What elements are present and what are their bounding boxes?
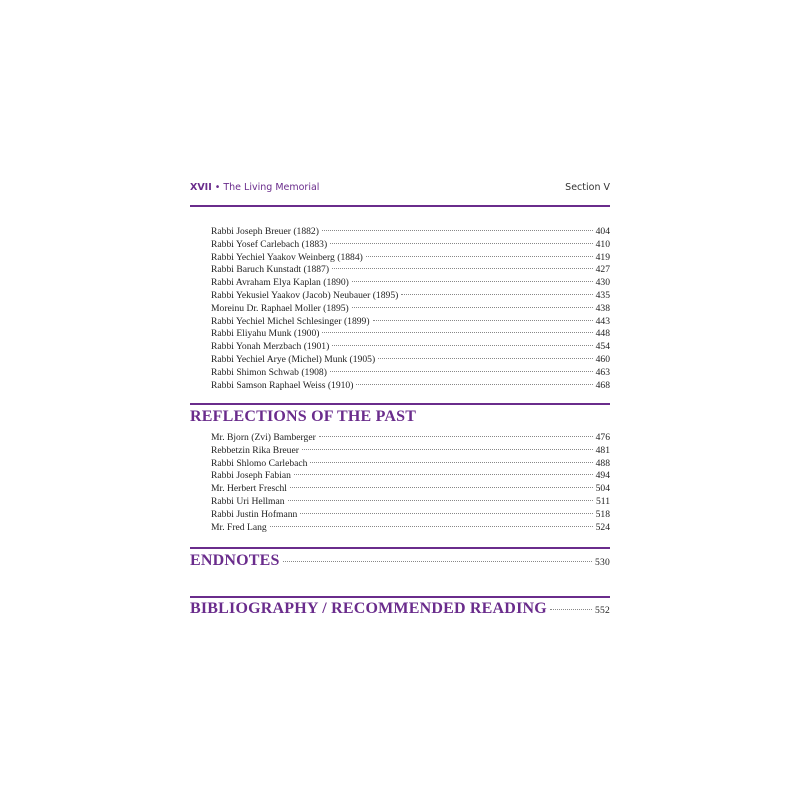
entry-page-number: 468 xyxy=(595,379,610,391)
entry-page-number: 404 xyxy=(595,226,610,237)
biography-list xyxy=(211,226,610,392)
header-rule xyxy=(190,205,610,207)
entry-page-number: 410 xyxy=(595,238,610,250)
bibliography-page: 552 xyxy=(595,605,610,616)
entry-page-number: 488 xyxy=(595,457,610,469)
toc-entry xyxy=(211,277,610,290)
entry-page-number: 504 xyxy=(595,483,610,495)
entry-name: Rabbi Yosef Carlebach (1883) xyxy=(211,238,328,250)
entry-name: Rabbi Yechiel Michel Schlesinger (1899) xyxy=(211,315,370,327)
entry-name: Rabbi Avraham Elya Kaplan (1890) xyxy=(211,277,349,289)
entry-name: Rabbi Shimon Schwab (1908) xyxy=(211,366,327,378)
entry-name: Rabbi Uri Hellman xyxy=(211,495,285,507)
toc-entry xyxy=(211,316,610,329)
entry-page-number: 430 xyxy=(595,277,610,289)
bibliography-entry xyxy=(190,600,610,618)
toc-entry xyxy=(211,509,610,522)
toc-entry xyxy=(211,290,610,303)
bullet-separator: • xyxy=(214,182,221,193)
entry-page-number: 438 xyxy=(595,302,610,314)
entry-name: Rabbi Yonah Merzbach (1901) xyxy=(211,341,330,353)
dot-leader xyxy=(288,500,593,501)
dot-leader xyxy=(332,268,593,269)
reflections-heading-text: REFLECTIONS OF THE PAST xyxy=(190,408,417,425)
entry-name: Rabbi Yechiel Yaakov Weinberg (1884) xyxy=(211,251,363,263)
entry-name: Rabbi Samson Raphael Weiss (1910) xyxy=(211,379,354,391)
toc-entry xyxy=(211,354,610,367)
dot-leader xyxy=(302,449,593,450)
entry-name: Rabbi Shlomo Carlebach xyxy=(211,457,308,469)
entry-page-number: 419 xyxy=(595,251,610,263)
dot-leader xyxy=(356,384,592,385)
entry-name: Mr. Bjorn (Zvi) Bamberger xyxy=(211,432,316,443)
dot-leader xyxy=(300,513,592,514)
entry-page-number: 427 xyxy=(595,264,610,276)
dot-leader xyxy=(352,281,593,282)
endnotes-heading: ENDNOTES xyxy=(190,552,280,569)
toc-entry xyxy=(211,264,610,277)
endnotes-rule xyxy=(190,547,610,549)
dot-leader xyxy=(332,345,592,346)
entry-page-number: 435 xyxy=(595,289,610,301)
entry-page-number: 448 xyxy=(595,328,610,340)
toc-entry xyxy=(211,303,610,316)
chapter-title: The Living Memorial xyxy=(223,182,320,193)
toc-entry xyxy=(211,496,610,509)
dot-leader xyxy=(322,332,592,333)
chapter-number: XVII xyxy=(190,182,212,193)
dot-leader xyxy=(378,358,592,359)
endnotes-entry xyxy=(190,552,610,570)
entry-name: Rabbi Yechiel Arye (Michel) Munk (1905) xyxy=(211,353,376,365)
entry-name: Rabbi Yekusiel Yaakov (Jacob) Neubauer (1895) xyxy=(211,289,399,301)
dot-leader xyxy=(283,561,592,562)
toc-entry xyxy=(211,483,610,496)
entry-name: Rebbetzin Rika Breuer xyxy=(211,444,299,456)
reflections-list xyxy=(211,432,610,534)
entry-page-number: 460 xyxy=(595,353,610,365)
entry-name: Mr. Fred Lang xyxy=(211,521,267,533)
dot-leader xyxy=(330,371,593,372)
entry-page-number: 443 xyxy=(595,315,610,327)
toc-entry xyxy=(211,445,610,458)
toc-entry xyxy=(211,458,610,471)
entry-page-number: 481 xyxy=(595,444,610,456)
entry-name: Rabbi Justin Hofmann xyxy=(211,508,298,520)
toc-entry xyxy=(211,239,610,252)
toc-entry xyxy=(211,380,610,393)
dot-leader xyxy=(319,436,593,437)
reflections-rule xyxy=(190,403,610,405)
entry-name: Rabbi Joseph Breuer (1882) xyxy=(211,226,319,237)
toc-entry xyxy=(211,252,610,265)
entry-page-number: 511 xyxy=(595,495,610,507)
reflections-heading xyxy=(190,408,610,426)
entry-page-number: 454 xyxy=(595,341,610,353)
dot-leader xyxy=(270,526,593,527)
toc-entry xyxy=(211,367,610,380)
running-head xyxy=(190,182,610,196)
dot-leader xyxy=(310,462,592,463)
toc-entry xyxy=(211,341,610,354)
entry-name: Moreinu Dr. Raphael Moller (1895) xyxy=(211,302,349,314)
entry-name: Mr. Herbert Freschl xyxy=(211,483,287,495)
entry-name: Rabbi Baruch Kunstadt (1887) xyxy=(211,264,330,276)
dot-leader xyxy=(322,230,593,231)
entry-page-number: 494 xyxy=(595,470,610,482)
section-label: Section V xyxy=(565,182,610,193)
dot-leader xyxy=(330,243,592,244)
endnotes-page: 530 xyxy=(595,557,610,568)
entry-page-number: 476 xyxy=(595,432,610,443)
entry-page-number: 463 xyxy=(595,366,610,378)
dot-leader xyxy=(290,487,593,488)
toc-entry xyxy=(211,432,610,445)
dot-leader xyxy=(550,609,592,610)
toc-entry xyxy=(211,226,610,239)
toc-entry xyxy=(211,328,610,341)
bibliography-heading: BIBLIOGRAPHY / RECOMMENDED READING xyxy=(190,600,547,617)
entry-page-number: 518 xyxy=(595,508,610,520)
dot-leader xyxy=(366,256,593,257)
dot-leader xyxy=(373,320,593,321)
toc-entry xyxy=(211,470,610,483)
dot-leader xyxy=(401,294,592,295)
entry-name: Rabbi Eliyahu Munk (1900) xyxy=(211,328,320,340)
bibliography-rule xyxy=(190,596,610,598)
dot-leader xyxy=(294,474,593,475)
entry-page-number: 524 xyxy=(595,521,610,533)
toc-entry xyxy=(211,522,610,535)
entry-name: Rabbi Joseph Fabian xyxy=(211,470,291,482)
dot-leader xyxy=(352,307,593,308)
